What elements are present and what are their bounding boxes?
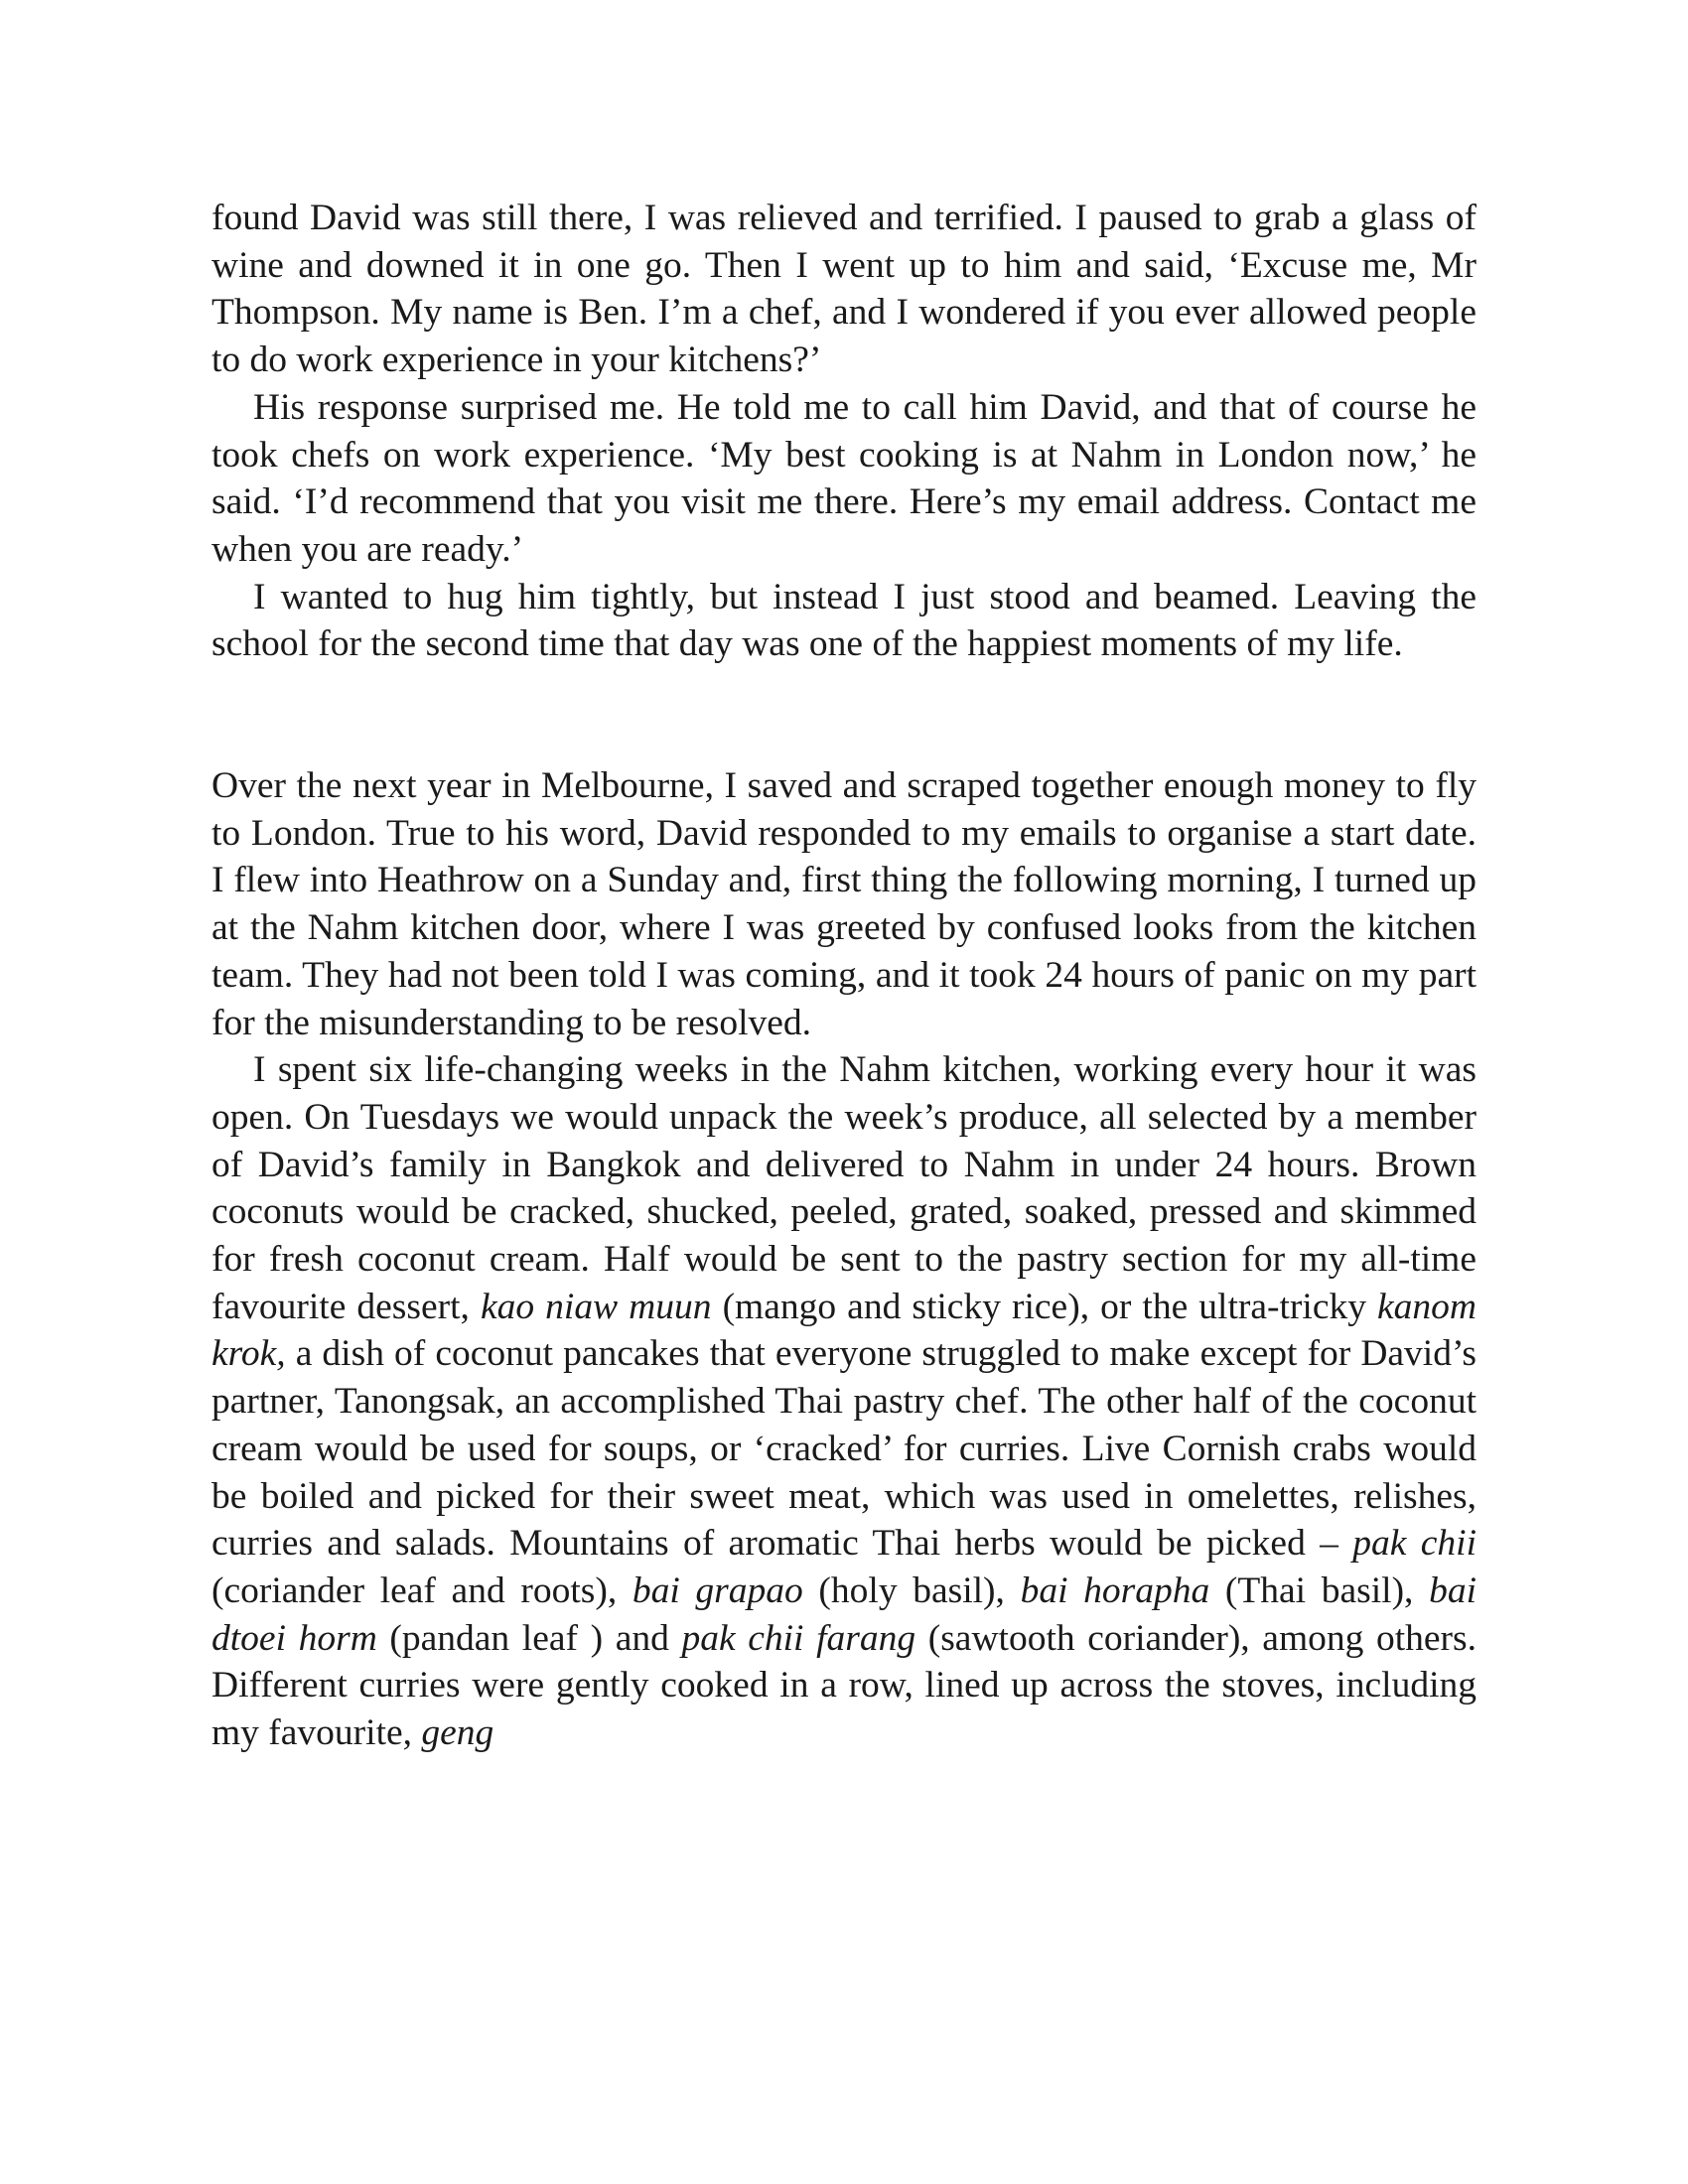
italic-term: geng xyxy=(421,1712,494,1754)
italic-term: pak chii farang xyxy=(681,1617,916,1659)
text-run: Over the next year in Melbourne, I saved and scraped together enough money to fly to London. True to his word, David responded to my emails to organise a start date. I flew into Heathrow on a Sunday and, first thing the following morning, I turned up at the Nahm kitchen door, where I was greeted by confused looks from the kitchen team. They had not been told I was coming, and it took 24 hours of panic on my part for the misunderstanding to be resolved. xyxy=(211,765,1477,1043)
text-run: (pandan leaf ) and xyxy=(376,1617,682,1659)
text-run: His response surprised me. He told me to call him David, and that of course he took chefs on work experience. ‘My best cooking is at Nahm in London now,’ he said. ‘I’d recommend that you visit me there. Here’s my email address. Contact me when you are ready.’ xyxy=(211,386,1477,570)
text-run: found David was still there, I was relieved and terrified. I paused to grab a glass of wine and downed it in one go. Then I went up to him and said, ‘Excuse me, Mr Thompson. My name is Ben. I’m a chef, and I wondered if you ever allowed people to do work experience in your kitchens?’ xyxy=(211,198,1477,381)
paragraph-david-response xyxy=(211,384,1477,574)
text-run: (coriander leaf and roots), xyxy=(211,1570,633,1611)
italic-term: pak chii xyxy=(1352,1523,1477,1565)
paragraph-happiest-moment xyxy=(211,574,1477,668)
text-run: a dish of coconut pancakes that everyone struggled to make except for David’s partner, Tanongsak, an accomplished Thai pastry chef. The other half of the coconut cream would be used for soups, or ‘cracked’ for curries. Live Cornish crabs would be boiled and picked for their sweet meat, which was used in omelettes, relishes, curries and salads. Mountains of aromatic Thai herbs would be picked – xyxy=(211,1333,1477,1565)
paragraph-arrival-london xyxy=(211,762,1477,1046)
text-run: I spent six life-changing weeks in the Nahm kitchen, working every hour it was open. On Tuesdays we would unpack the week’s produce, all selected by a member of David’s family in Bangkok and delivered to Nahm in under 24 hours. Brown coconuts would be cracked, shucked, peeled, grated, soaked, pressed and skimmed for fresh coconut cream. Half would be sent to the pastry section for my all-time favourite dessert, xyxy=(211,1049,1477,1327)
book-page xyxy=(211,195,1477,1757)
italic-term: bai horapha xyxy=(1020,1570,1210,1611)
paragraph-david-introduction xyxy=(211,195,1477,384)
text-run: I wanted to hug him tightly, but instead I just stood and beamed. Leaving the school for the second time that day was one of the happiest moments of my life. xyxy=(211,576,1477,665)
italic-term: kao niaw muun xyxy=(480,1286,712,1327)
text-run: (mango and sticky rice), or the ultra-tricky xyxy=(711,1286,1378,1327)
text-run: (holy basil), xyxy=(802,1570,1021,1611)
paragraph-nahm-kitchen xyxy=(211,1046,1477,1757)
text-run: (Thai basil), xyxy=(1209,1570,1430,1611)
italic-term: kanom krok, xyxy=(211,1286,1477,1375)
text-run: (sawtooth coriander), among others. Different curries were gently cooked in a row, lined up across the stoves, including my favourite, xyxy=(211,1617,1477,1754)
italic-term: bai dtoei horm xyxy=(211,1570,1477,1659)
italic-term: bai grapao xyxy=(632,1570,803,1611)
